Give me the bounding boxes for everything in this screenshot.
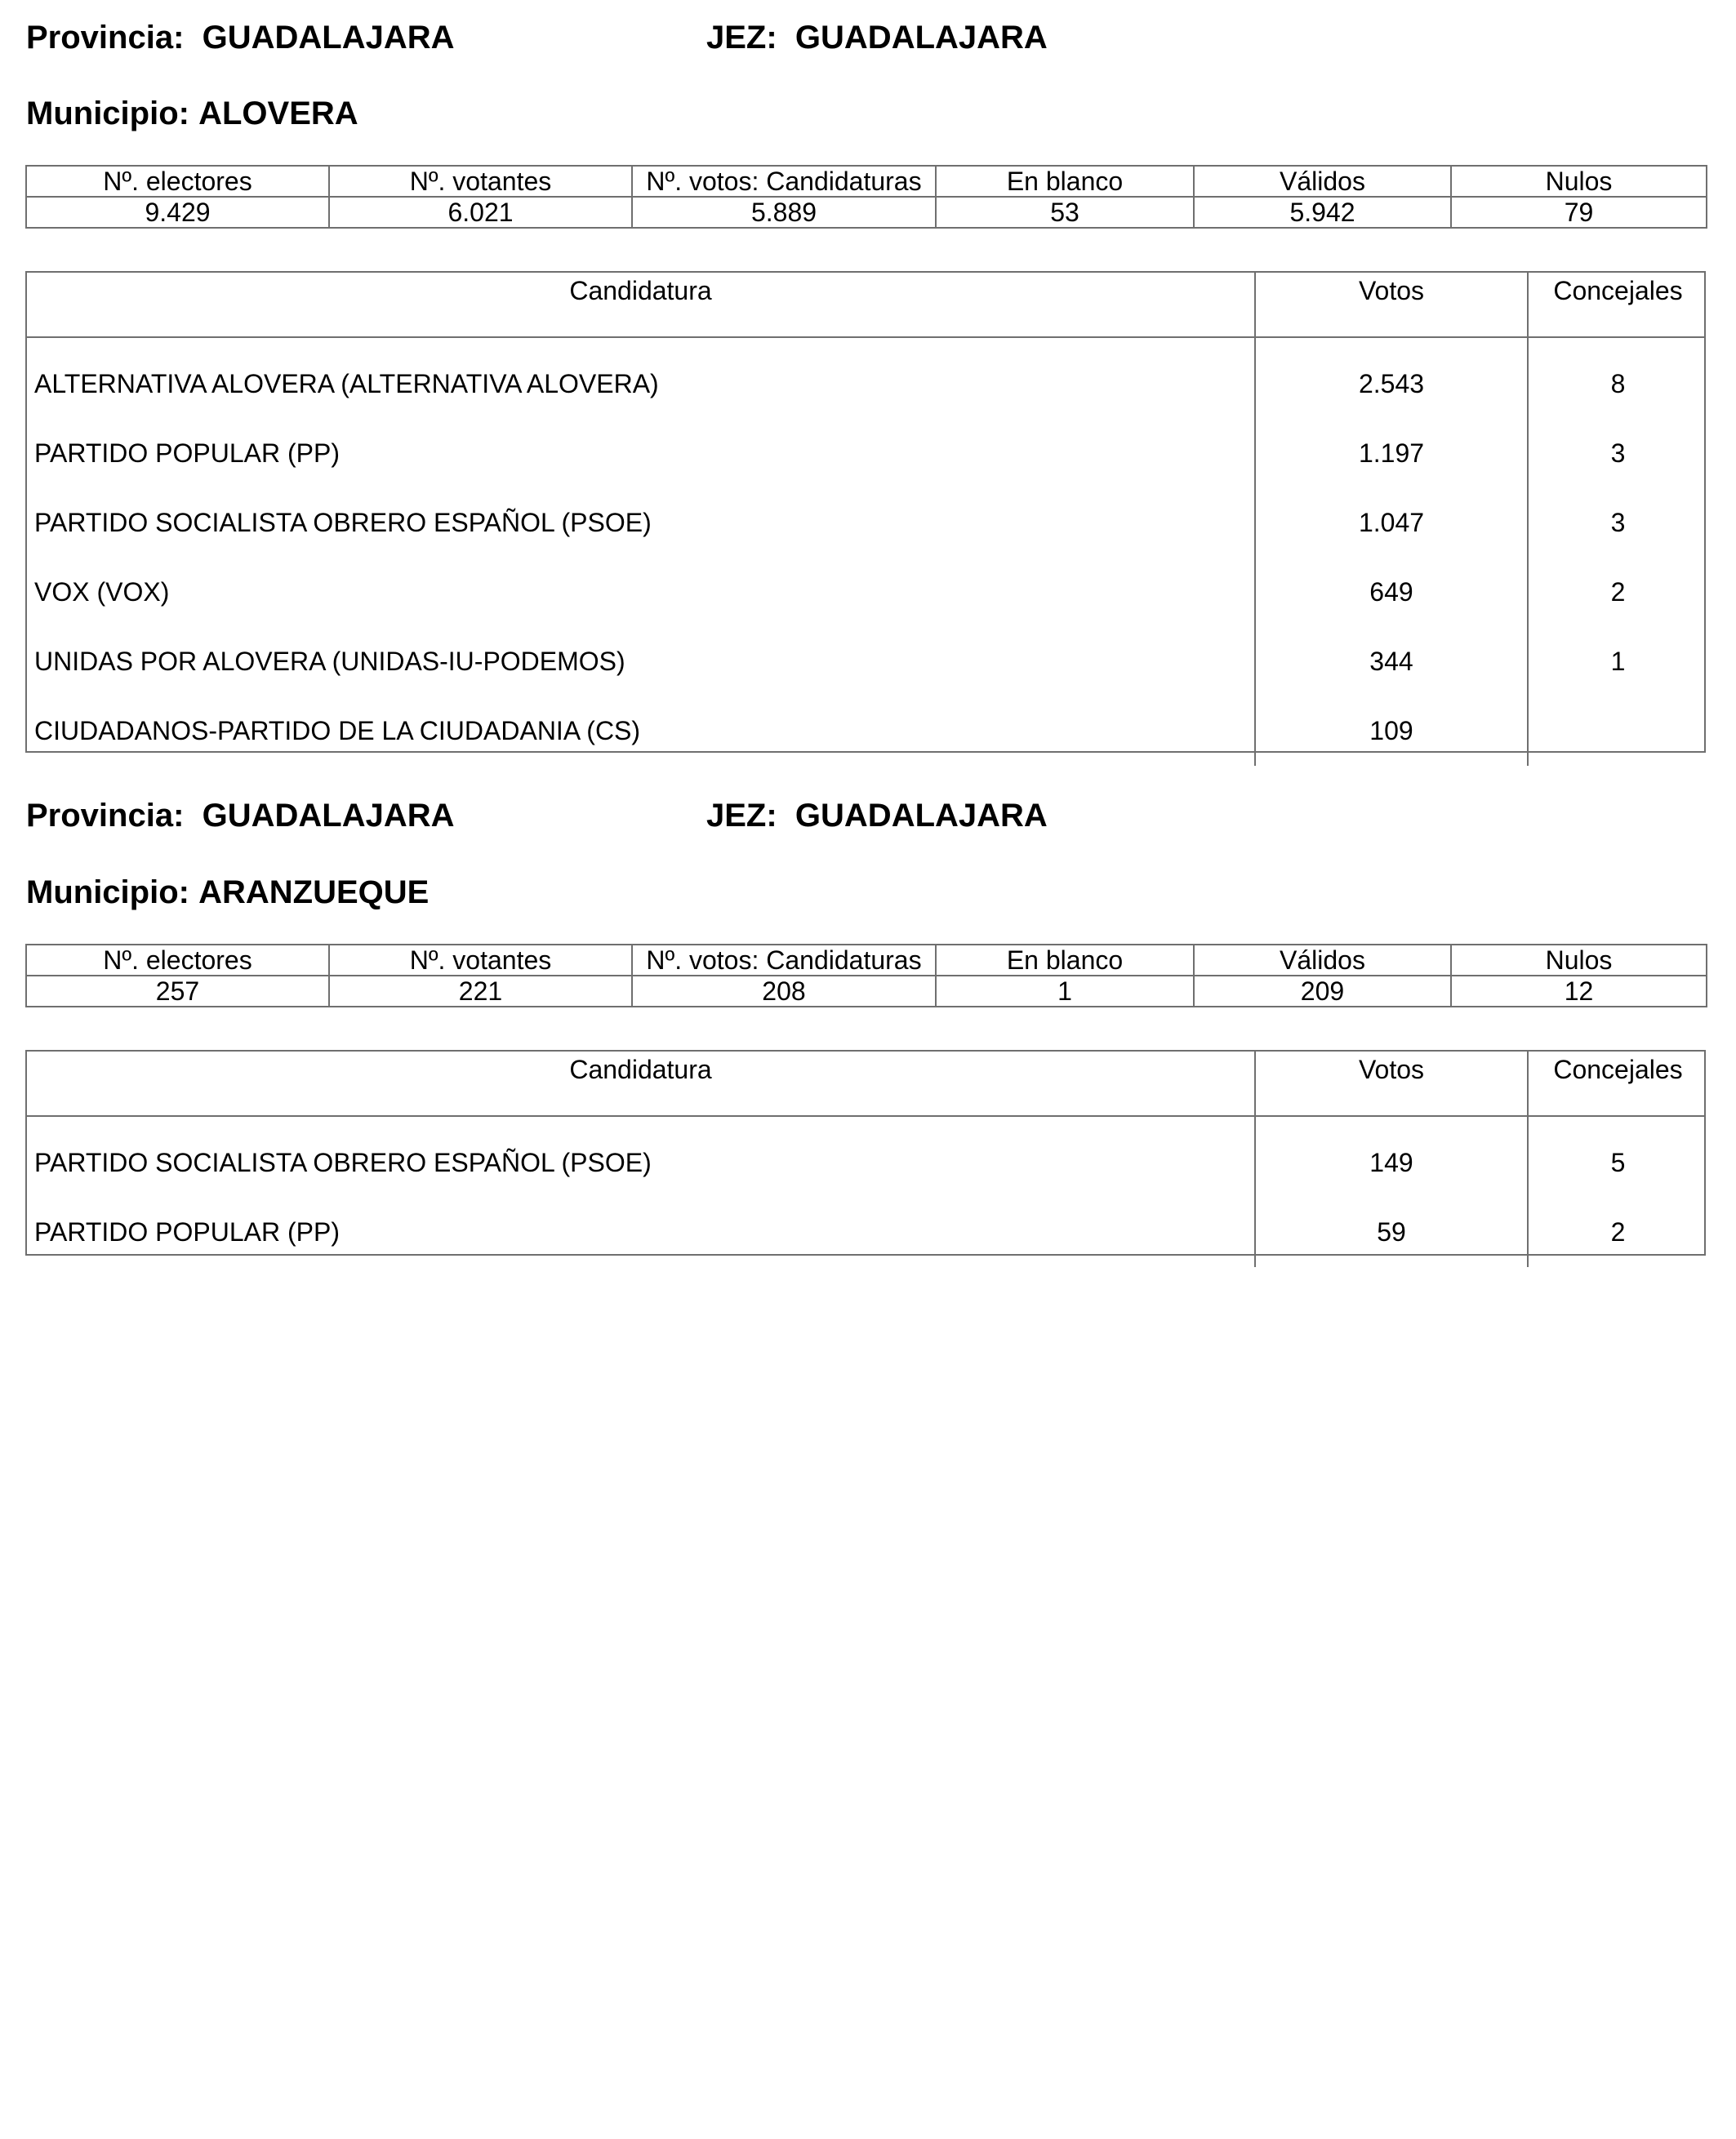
candidatura-cell: PARTIDO SOCIALISTA OBRERO ESPAÑOL (PSOE) bbox=[34, 508, 652, 537]
table-row bbox=[27, 349, 1704, 419]
summary-table bbox=[25, 165, 1707, 229]
municipio-value: ALOVERA bbox=[198, 96, 358, 131]
table-row bbox=[27, 558, 1704, 627]
summary-value-cell: 5.942 bbox=[1194, 197, 1451, 228]
jez-value: GUADALAJARA bbox=[795, 20, 1048, 56]
table-row bbox=[27, 696, 1704, 766]
votos-cell: 344 bbox=[1254, 627, 1527, 696]
summary-table bbox=[25, 944, 1707, 1007]
results-table bbox=[25, 271, 1706, 753]
provincia-value: GUADALAJARA bbox=[202, 20, 455, 56]
row-spacer bbox=[27, 338, 1704, 349]
results-header-row bbox=[27, 273, 1704, 338]
concejales-cell: 3 bbox=[1527, 419, 1707, 488]
jez-line bbox=[706, 18, 1048, 57]
results-body bbox=[27, 338, 1704, 766]
results-header-candidatura: Candidatura bbox=[569, 1055, 712, 1084]
concejales-cell: 5 bbox=[1527, 1128, 1707, 1198]
summary-header-cell: Nº. votos: Candidaturas bbox=[632, 166, 936, 197]
summary-value-cell: 9.429 bbox=[26, 197, 329, 228]
summary-header-cell: Válidos bbox=[1194, 166, 1451, 197]
candidatura-cell: UNIDAS POR ALOVERA (UNIDAS-IU-PODEMOS) bbox=[34, 647, 625, 676]
concejales-cell: 1 bbox=[1527, 627, 1707, 696]
summary-value-cell: 209 bbox=[1194, 976, 1451, 1007]
provincia-value: GUADALAJARA bbox=[202, 798, 455, 834]
summary-value-cell: 6.021 bbox=[329, 197, 632, 228]
summary-header-cell: Nulos bbox=[1451, 166, 1707, 197]
provincia-line bbox=[26, 796, 455, 835]
jez-label: JEZ: bbox=[706, 798, 777, 834]
summary-header-cell: Nº. votantes bbox=[329, 166, 632, 197]
summary-value-cell: 12 bbox=[1451, 976, 1707, 1007]
jez-value: GUADALAJARA bbox=[795, 798, 1048, 834]
results-header-row bbox=[27, 1052, 1704, 1117]
summary-header-cell: Nº. votos: Candidaturas bbox=[632, 945, 936, 976]
concejales-cell bbox=[1527, 696, 1707, 766]
summary-value-cell: 1 bbox=[936, 976, 1194, 1007]
summary-header-cell: En blanco bbox=[936, 945, 1194, 976]
votos-cell: 649 bbox=[1254, 558, 1527, 627]
summary-header-cell: En blanco bbox=[936, 166, 1194, 197]
municipio-line bbox=[26, 873, 429, 912]
summary-header-cell: Válidos bbox=[1194, 945, 1451, 976]
summary-value-row bbox=[26, 197, 1707, 228]
candidatura-cell: ALTERNATIVA ALOVERA (ALTERNATIVA ALOVERA) bbox=[34, 369, 659, 398]
summary-value-cell: 208 bbox=[632, 976, 936, 1007]
candidatura-cell: VOX (VOX) bbox=[34, 577, 170, 607]
summary-value-cell: 79 bbox=[1451, 197, 1707, 228]
votos-cell: 59 bbox=[1254, 1198, 1527, 1267]
results-header-votos: Votos bbox=[1254, 1052, 1527, 1115]
votos-cell: 2.543 bbox=[1254, 349, 1527, 419]
candidatura-cell: CIUDADANOS-PARTIDO DE LA CIUDADANIA (CS) bbox=[34, 716, 641, 745]
votos-cell: 1.197 bbox=[1254, 419, 1527, 488]
summary-header-cell: Nulos bbox=[1451, 945, 1707, 976]
summary-header-cell: Nº. votantes bbox=[329, 945, 632, 976]
results-table bbox=[25, 1050, 1706, 1256]
provincia-label: Provincia: bbox=[26, 798, 185, 834]
candidatura-cell: PARTIDO POPULAR (PP) bbox=[34, 438, 340, 468]
summary-header-cell: Nº. electores bbox=[26, 166, 329, 197]
municipio-label: Municipio: bbox=[26, 874, 189, 910]
table-row bbox=[27, 419, 1704, 488]
concejales-cell: 8 bbox=[1527, 349, 1707, 419]
table-row bbox=[27, 488, 1704, 558]
table-row bbox=[27, 1128, 1704, 1198]
summary-value-cell: 257 bbox=[26, 976, 329, 1007]
votos-cell: 149 bbox=[1254, 1128, 1527, 1198]
jez-label: JEZ: bbox=[706, 20, 777, 56]
concejales-cell: 3 bbox=[1527, 488, 1707, 558]
summary-header-cell: Nº. electores bbox=[26, 945, 329, 976]
summary-value-row bbox=[26, 976, 1707, 1007]
candidatura-cell: PARTIDO POPULAR (PP) bbox=[34, 1217, 340, 1247]
municipio-value: ARANZUEQUE bbox=[198, 874, 430, 910]
provincia-line bbox=[26, 18, 455, 57]
table-row bbox=[27, 1198, 1704, 1267]
municipio-line bbox=[26, 94, 358, 133]
summary-header-row bbox=[26, 166, 1707, 197]
summary-value-cell: 221 bbox=[329, 976, 632, 1007]
votos-cell: 1.047 bbox=[1254, 488, 1527, 558]
votos-cell: 109 bbox=[1254, 696, 1527, 766]
jez-line bbox=[706, 796, 1048, 835]
concejales-cell: 2 bbox=[1527, 1198, 1707, 1267]
provincia-label: Provincia: bbox=[26, 20, 185, 56]
municipio-label: Municipio: bbox=[26, 96, 189, 131]
summary-header-row bbox=[26, 945, 1707, 976]
summary-value-cell: 53 bbox=[936, 197, 1194, 228]
candidatura-cell: PARTIDO SOCIALISTA OBRERO ESPAÑOL (PSOE) bbox=[34, 1148, 652, 1177]
results-header-concejales: Concejales bbox=[1527, 273, 1707, 336]
summary-value-cell: 5.889 bbox=[632, 197, 936, 228]
results-header-votos: Votos bbox=[1254, 273, 1527, 336]
concejales-cell: 2 bbox=[1527, 558, 1707, 627]
results-body bbox=[27, 1117, 1704, 1267]
row-spacer bbox=[27, 1117, 1704, 1128]
results-header-candidatura: Candidatura bbox=[569, 276, 712, 305]
table-row bbox=[27, 627, 1704, 696]
results-header-concejales: Concejales bbox=[1527, 1052, 1707, 1115]
